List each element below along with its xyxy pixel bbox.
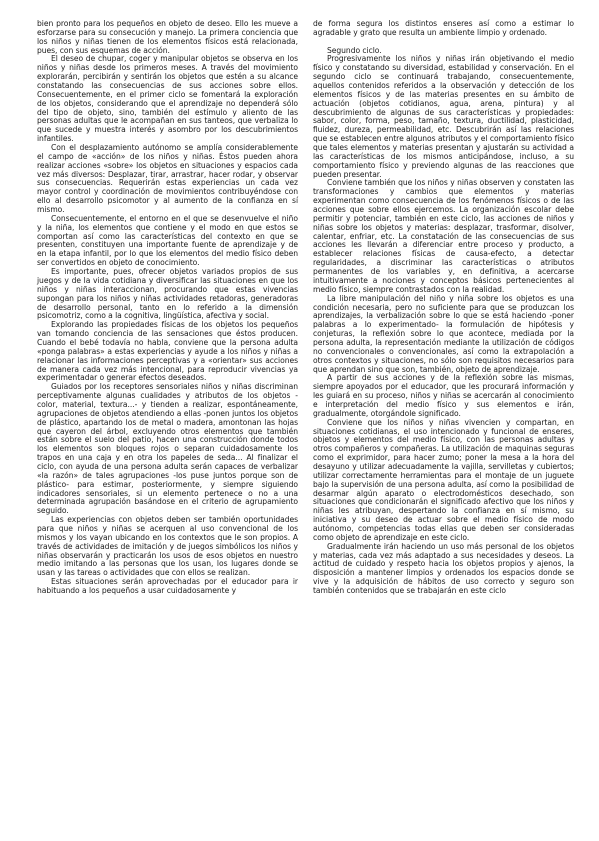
paragraph-5: Es importante, pues, ofrecer objetos variados propios de sus juegos y de la vida cotidiana y diversificar las situaciones en que los niños y niñas interaccionan, procurando que estas vivencias supongan para los niños y niñas actividades retadoras, generadoras de desarrollo personal, tanto en lo referido a la dimensión psicomotriz, como a la cognitiva, lingüística, afectiva y social. <box>37 267 298 321</box>
right-column <box>313 20 574 596</box>
paragraph-10: de forma segura los distintos enseres así como a estimar lo agradable y grato que resulta un ambiente limpio y ordenado. <box>313 19 574 37</box>
paragraph-6: Explorando las propiedades físicas de los objetos los pequeños van tomando conciencia de las sensaciones que éstos producen. Cuando el bebé todavía no habla, conviene que la persona adulta «ponga palabras» a estas experiencias y ayude a los niños y niñas a relacionar las informaciones perceptivas y a «orientar» sus acciones de manera cada vez más intencional, para reproducir vivencias ya experimentadar o generar efectos deseados. <box>37 320 298 383</box>
paragraph-14: A partir de sus acciones y de la reflexión sobre las mismas, siempre apoyados por el educador, que les procurará información y les guiará en su proceso, niños y niñas se acercarán al conocimiento e interpretación del medio físico y sus elementos e irán, gradualmente, otorgándole significado. <box>313 373 574 418</box>
paragraph-13: La libre manipulación del niño y niña sobre los objetos es una condición necesaria, pero no suficiente para que se produzcan los aprendizajes, la verbalización sobre lo que se está haciendo -poner palabras a lo experimentado- la formulación de hipótesis y conjeturas, la reflexión sobre lo que acontece, mediada por la persona adulta, la representación mediante la utilización de códigos no convencionales o convencionales, así como la extrapolación a otros contextos y situaciones, no sólo son requisitos necesarios para que aprendan sino que son, también, objeto de aprendizaje. <box>313 293 574 374</box>
paragraph-7: Guiados por los receptores sensoriales niños y niñas discriminan perceptivamente algunas cualidades y atributos de los objetos -color, material, textura...- y tienden a realizar, espontáneamente, agrupaciones de objetos atendiendo a ellas -ponen juntos los objetos de plástico, apartando los de metal o madera, amontonan las hojas que cayeron del árbol, excluyendo otros elementos que también están sobre el suelo del patio, hacen una construcción donde todos los elementos son bloques rojos o separan cuidadosamente los trapos en una caja y en otra los papeles de seda... Al finalizar el ciclo, con ayuda de una persona adulta serán capaces de verbalizar «la razón» de tales agrupaciones -los puse juntos porque son de plástico- para estimar, posteriormente, y siempre siguiendo indicadores sensoriales, si un elemento pertenece o no a una determinada agrupación basándose en el criterio de agrupamiento seguido. <box>37 382 298 516</box>
paragraph-9: Estas situaciones serán aprovechadas por el educador para ir habituando a los pequeños a usar cuidadosamente y <box>37 577 298 595</box>
paragraph-11: Progresivamente los niños y niñas irán objetivando el medio físico y constatando su diversidad, estabilidad y conservación. En el segundo ciclo se continuará trabajando, consecuentemente, aquellos contenidos referidos a la observación y detección de los elementos físicos y de las materias presentes en su ámbito de actuación (objetos cotidianos, agua, arena, pintura) y al descubrimiento de algunas de sus características y propiedades: sabor, color, forma, peso, tamaño, textura, ductilidad, plasticidad, fluidez, dureza, permeabilidad, etc. Descubrirán así las relaciones que se establecen entre algunos atributos y el comportamiento físico que tales elementos y materias presentan y ajustarán su actividad a las características de los mismos anticipándose, incluso, a su comportamiento físico y previendo algunas de las reacciones que pueden presentar. <box>313 54 574 179</box>
paragraph-1: bien pronto para los pequeños en objeto de deseo. Ello les mueve a esforzarse para su consecución y manejo. La primera conciencia que los niños y niñas tienen de los elementos físicos está relacionada, pues, con sus esquemas de acción. <box>37 19 298 55</box>
paragraph-2: El deseo de chupar, coger y manipular objetos se observa en los niños y niñas desde los primeros meses. A través del movimiento explorarán, percibirán y sentirán los objetos que estén a su alcance constatando las consecuencias de sus acciones sobre ellos. Consecuentemente, en el primer ciclo se fomentará la exploración de los objetos, considerando que el aprendizaje no dependerá sólo del tipo de objeto, sino, también del estímulo y aliento de las personas adultas que le acompañan en sus tanteos, que verbaliza lo que sucede y muestra interés y asombro por los descubrimientos infantiles. <box>37 54 298 144</box>
paragraph-8: Las experiencias con objetos deben ser también oportunidades para que niños y niñas se acerquen al uso convencional de los mismos y los vayan ubicando en los contextos que le son propios. A través de actividades de imitación y de juegos simbólicos los niños y niñas observarán y practicarán los usos de esos objetos en nuestro medio imitando a las personas que los usan, los lugares donde se usan y las tareas o actividades que con ellos se realizan. <box>37 515 298 578</box>
paragraph-16: Gradualmente irán haciendo un uso más personal de los objetos y materias, cada vez más adaptado a sus necesidades y deseos. La actitud de cuidado y respeto hacia los objetos propios y ajenos, la disposición a mantener limpios y ordenados los espacios donde se vive y la adquisición de hábitos de uso correcto y seguro son también contenidos que se trabajarán en este ciclo <box>313 541 574 595</box>
paragraph-3: Con el desplazamiento autónomo se amplía considerablemente el campo de «acción» de los niños y niñas. Éstos pueden ahora realizar acciones «sobre» los objetos en situaciones y espacios cada vez más diversos: Desplazar, tirar, arrastrar, hacer rodar, y observar sus consecuencias. Requerirán estas experiencias un cada vez mayor control y coordinación de movimientos contribuyéndose con ello al desarrollo psicomotor y al aumento de la confianza en sí mismo. <box>37 143 298 215</box>
paragraph-15: Conviene que los niños y niñas vivencien y compartan, en situaciones cotidianas, el uso intencionado y funcional de enseres, objetos y elementos del medio físico, con las personas adultas y otros compañeros y compañeras. La utilización de maquinas seguras como el exprimidor, para hacer zumo; poner la mesa a la hora del desayuno y utilizar adecuadamente la vajilla, servilletas y cubiertos; utilizar correctamente herramientas para el montaje de un juguete bajo la supervisión de una persona adulta, así como la posibilidad de desarmar algún aparato o electrodomésticos desechado, son situaciones que condicionarán el significado afectivo que los niños y niñas les atribuyan, despertando la confianza en sí mismo, su iniciativa y su deseo de actuar sobre el medio físico de modo autónomo, competencias todas ellas que deben ser consideradas como objeto de aprendizaje en este ciclo. <box>313 417 574 542</box>
paragraph-4: Consecuentemente, el entorno en el que se desenvuelve el niño y la niña, los elementos que contiene y el modo en que estos se comportan así como las características del contexto en que se presenten, constituyen una importante fuente de aprendizaje y de en la etapa infantil, por lo que los elementos del medio físico deben ser convertidos en objeto de conocimiento. <box>37 213 298 268</box>
left-column <box>37 20 298 596</box>
section-heading: Segundo ciclo. <box>327 45 382 55</box>
paragraph-12: Conviene también que los niños y niñas observen y constaten las transformaciones y cambios que elementos y materias experimentan como consecuencia de los fenómenos físicos o de las acciones que sobre ellos ejercemos. La organización escolar debe permitir y potenciar, también en este ciclo, las acciones de niños y niñas sobre los objetos y materias: desplazar, trasformar, disolver, calentar, enfriar, etc. La constatación de las consecuencias de sus acciones les llevarán a diferenciar entre proceso y producto, a establecer relaciones físicas de causa-efecto, a detectar regularidades, a discriminar las características o atributos permanentes de los variables y, en definitiva, a acercarse intuitivamente a nociones y conceptos básicos pertenecientes al medio físico, siempre contrastados con la realidad. <box>313 178 574 294</box>
